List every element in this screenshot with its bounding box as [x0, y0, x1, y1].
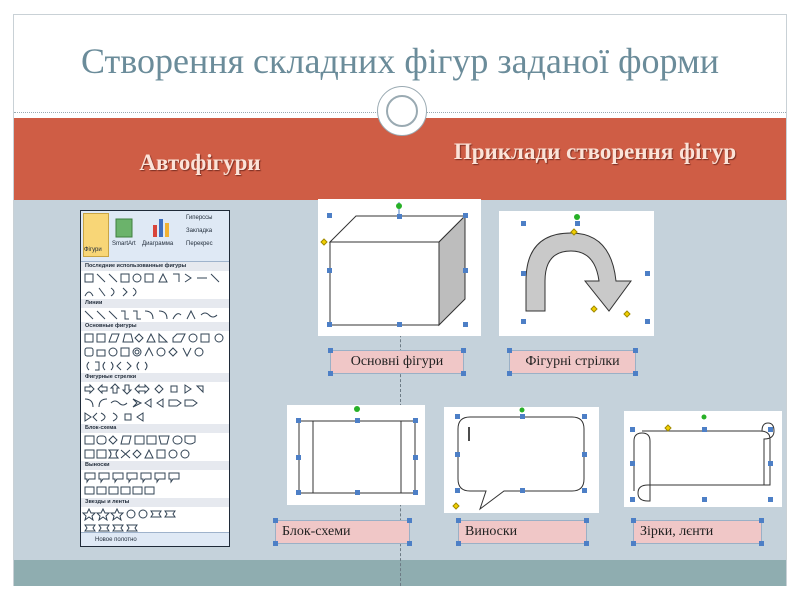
smartart-icon[interactable]	[115, 217, 133, 239]
gallery-section-basic: Основные фигуры	[81, 322, 229, 331]
label-basic-shapes	[330, 350, 464, 374]
chart-button-label[interactable]: Диаграмма	[142, 241, 174, 247]
shape-row[interactable]	[81, 271, 229, 285]
shape-row[interactable]	[81, 484, 229, 498]
label-block-arrows-text: Фігурні стрілки	[525, 354, 620, 369]
gallery-section-recent: Последние использованные фигуры	[81, 262, 229, 271]
scroll-example	[624, 411, 782, 507]
gallery-section-callouts: Выноски	[81, 461, 229, 470]
ribbon-toolbar	[81, 211, 229, 262]
shape-row[interactable]	[81, 382, 229, 396]
label-flowchart-text: Блок-схеми	[282, 524, 351, 539]
new-canvas-item[interactable]: Новое полотно	[81, 532, 229, 546]
shape-row[interactable]	[81, 470, 229, 484]
shape-row[interactable]	[81, 308, 229, 322]
gallery-section-flowchart: Блок-схема	[81, 424, 229, 433]
chart-icon[interactable]	[151, 215, 171, 239]
gallery-section-stars: Звезды и ленты	[81, 498, 229, 507]
gallery-section-arrows: Фигурные стрелки	[81, 373, 229, 382]
decorative-ring-icon	[377, 86, 427, 136]
crossref-item[interactable]: Перекрес	[186, 241, 213, 247]
shape-row[interactable]	[81, 345, 229, 359]
autoshapes-heading: Автофігури	[139, 150, 261, 175]
curved-arrow-example	[499, 211, 654, 336]
shapes-gallery-panel	[80, 210, 230, 547]
shape-row[interactable]	[81, 331, 229, 345]
label-callouts	[458, 520, 587, 544]
bookmark-item[interactable]: Закладка	[186, 228, 213, 234]
hyperlink-item[interactable]: Гиперссы	[186, 215, 213, 221]
shape-row[interactable]	[81, 507, 229, 521]
gallery-section-lines: Линии	[81, 299, 229, 308]
shapes-button-label[interactable]: Фігури	[84, 247, 102, 253]
label-callouts-text: Виноски	[465, 524, 518, 539]
examples-heading: Приклади створення фігур	[453, 139, 737, 164]
label-stars-ribbons	[633, 520, 762, 544]
shape-row[interactable]	[81, 285, 229, 299]
shape-row[interactable]	[81, 396, 229, 410]
label-block-arrows	[509, 350, 636, 374]
label-stars-ribbons-text: Зірки, лєнти	[640, 524, 714, 539]
cube-example	[318, 199, 481, 336]
label-basic-shapes-text: Основні фігури	[350, 354, 444, 369]
slide-title: Створення складних фігур заданої форми	[80, 41, 720, 81]
shape-row[interactable]	[81, 433, 229, 447]
process-example	[287, 405, 425, 505]
label-flowchart	[275, 520, 410, 544]
shape-row[interactable]	[81, 410, 229, 424]
callout-example	[444, 407, 599, 513]
shape-row[interactable]	[81, 447, 229, 461]
smartart-button-label[interactable]: SmartArt	[112, 241, 136, 247]
shape-row[interactable]	[81, 359, 229, 373]
